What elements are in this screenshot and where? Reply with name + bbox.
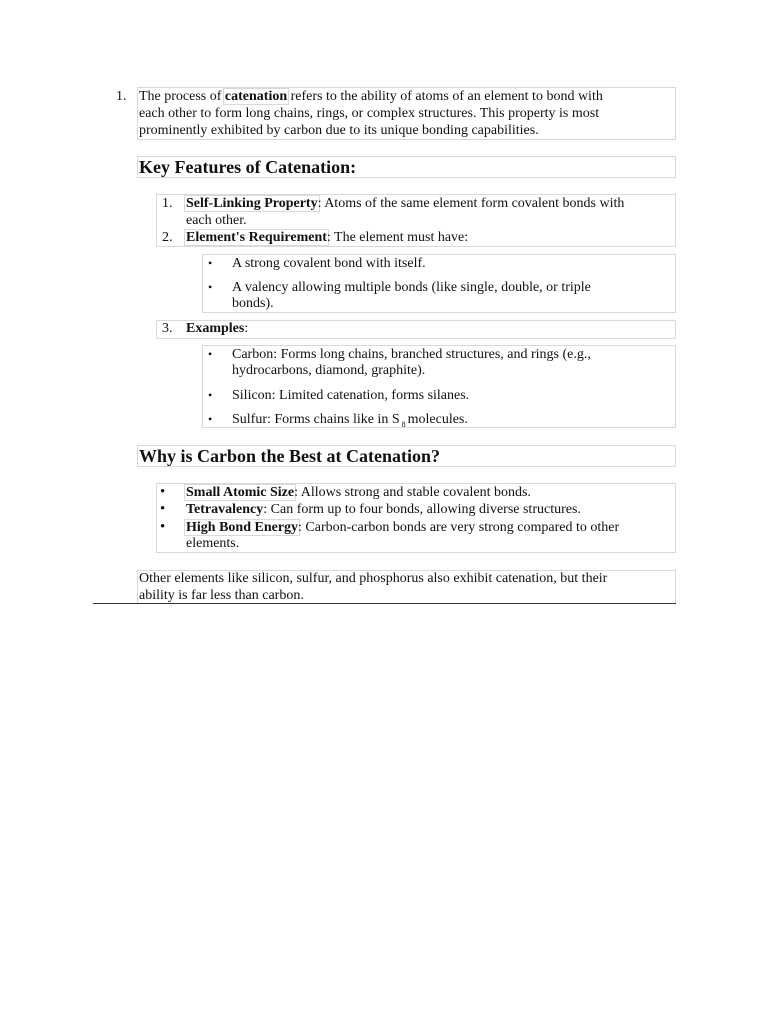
intro-line-3: prominently exhibited by carbon due to its unique bonding capabilities.	[139, 123, 539, 138]
intro-line1-after: refers to the ability of atoms of an element to bond with	[290, 89, 603, 104]
feature-3-line	[186, 320, 248, 337]
why-1-term: Small Atomic Size	[186, 485, 295, 500]
why-2-bullet: •	[160, 501, 166, 517]
feature-2-text-after: : The element must have:	[326, 230, 469, 245]
conclusion-line-2: ability is far less than carbon.	[139, 588, 304, 603]
sulfur-subscript: 8	[401, 420, 406, 429]
requirement-1: A strong covalent bond with itself.	[232, 256, 426, 271]
example-sulfur	[232, 411, 468, 433]
requirement-2-bullet: •	[208, 280, 213, 294]
example-carbon-line-1: Carbon: Forms long chains, branched structures, and rings (e.g.,	[232, 347, 591, 362]
why-3-text: : Carbon-carbon bonds are very strong compared to other	[298, 520, 620, 535]
example-sulfur-after: molecules.	[407, 412, 468, 427]
feature-1-line1-after: : Atoms of the same element form covalent bonds with	[317, 196, 625, 211]
why-2-text: : Can form up to four bonds, allowing diverse structures.	[263, 502, 581, 517]
why-item-2	[186, 501, 581, 518]
intro-term-catenation: catenation	[224, 89, 288, 104]
feature-1-line-2: each other.	[186, 213, 247, 228]
why-item-1	[186, 484, 531, 501]
feature-2-term: Element's Requirement	[186, 230, 327, 245]
requirement-2-line-2: bonds).	[232, 296, 274, 311]
why-item-3-line-2: elements.	[186, 536, 240, 551]
example-carbon-bullet: •	[208, 347, 213, 361]
conclusion-line-1: Other elements like silicon, sulfur, and phosphorus also exhibit catenation, but their	[139, 571, 608, 586]
feature-1-line-1	[186, 195, 624, 212]
feature-1-number: 1.	[162, 196, 173, 211]
horizontal-rule	[93, 603, 676, 604]
example-silicon-bullet: •	[208, 388, 213, 402]
feature-3-text-after: :	[244, 321, 249, 336]
feature-3-term: Examples	[186, 321, 245, 336]
why-item-3	[186, 519, 619, 536]
why-2-term: Tetravalency	[186, 502, 264, 517]
requirement-1-bullet: •	[208, 256, 213, 270]
key-features-heading: Key Features of Catenation:	[139, 157, 357, 177]
example-sulfur-bullet: •	[208, 412, 213, 426]
example-carbon-line-2: hydrocarbons, diamond, graphite).	[232, 363, 426, 378]
feature-3-number: 3.	[162, 321, 173, 336]
why-1-bullet: •	[160, 484, 166, 500]
why-3-term: High Bond Energy	[186, 520, 299, 535]
why-1-text: : Allows strong and stable covalent bonds.	[294, 485, 531, 500]
feature-2-number: 2.	[162, 230, 173, 245]
feature-2-line	[186, 229, 468, 246]
requirement-2-line-1: A valency allowing multiple bonds (like single, double, or triple	[232, 280, 591, 295]
example-sulfur-before: Sulfur: Forms chains like in S	[232, 412, 400, 427]
intro-line-2: each other to form long chains, rings, or complex structures. This property is most	[139, 106, 600, 121]
example-silicon: Silicon: Limited catenation, forms silanes.	[232, 388, 470, 403]
intro-line-1	[139, 88, 603, 105]
why-carbon-heading: Why is Carbon the Best at Catenation?	[139, 446, 441, 466]
feature-1-term: Self-Linking Property	[186, 196, 318, 211]
why-3-bullet: •	[160, 519, 166, 535]
intro-text-before: The process of	[139, 89, 222, 104]
intro-list-number: 1.	[116, 89, 127, 104]
